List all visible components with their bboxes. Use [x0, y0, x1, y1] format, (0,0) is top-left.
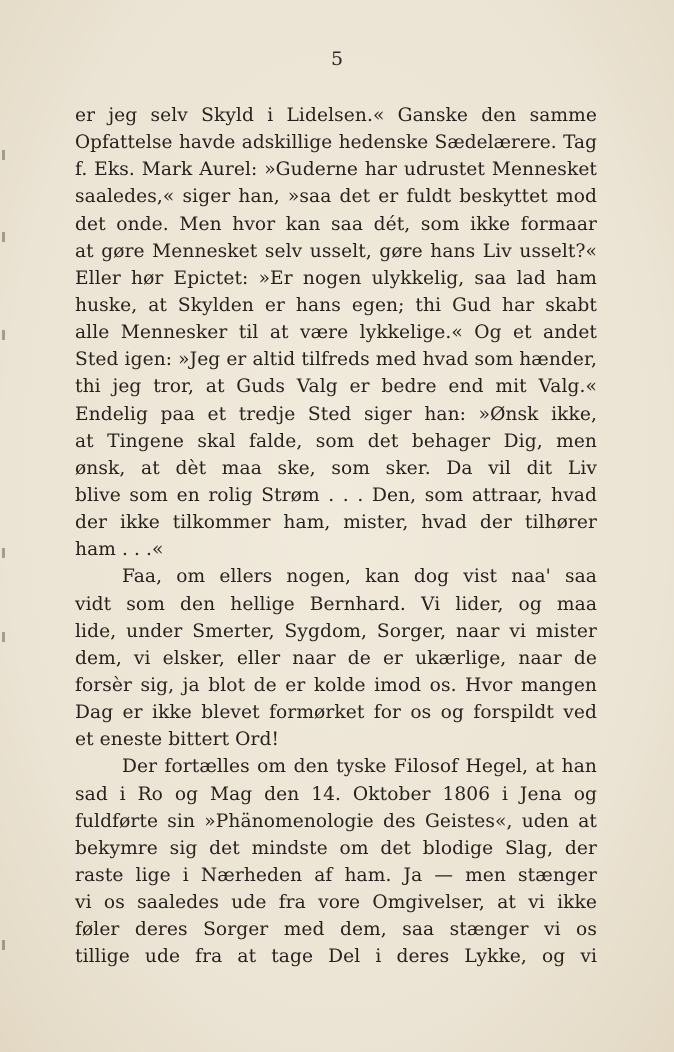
text-line: blive som en rolig Strøm . . . Den, som attraar, hvad: [75, 484, 597, 506]
text-line: det onde. Men hvor kan saa dét, som ikke formaar: [75, 213, 597, 235]
margin-mark: [2, 548, 5, 558]
text-line: tillige ude fra at tage Del i deres Lykke, og vi: [75, 946, 597, 968]
text-line: at Tingene skal falde, som det behager Dig, men: [75, 430, 597, 452]
margin-mark: [2, 150, 5, 160]
text-line: lide, under Smerter, Sygdom, Sorger, naar vi mister: [75, 620, 597, 642]
page-number: 5: [330, 48, 344, 70]
text-line: bekymre sig det mindste om det blodige Slag, der: [75, 837, 597, 859]
text-line: Sted igen: »Jeg er altid tilfreds med hvad som hænder,: [75, 349, 597, 371]
text-line: ønsk, at dèt maa ske, som sker. Da vil dit Liv: [75, 457, 597, 479]
text-line: Opfattelse havde adskillige hedenske Sædelærere. Tag: [75, 132, 597, 154]
margin-mark: [2, 232, 5, 242]
text-line: at gøre Mennesket selv usselt, gøre hans Liv usselt?«: [75, 240, 597, 262]
text-line: fuldførte sin »Phänomenologie des Geistes«, uden at: [75, 810, 597, 832]
margin-mark: [2, 330, 5, 340]
text-line: saaledes,« siger han, »saa det er fuldt beskyttet mod: [75, 186, 597, 208]
text-line: Endelig paa et tredje Sted siger han: »Ønsk ikke,: [75, 403, 597, 425]
text-line: Eller hør Epictet: »Er nogen ulykkelig, saa lad ham: [75, 267, 597, 289]
text-line: vi os saaledes ude fra vore Omgivelser, at vi ikke: [75, 892, 597, 914]
text-line: et eneste bittert Ord!: [75, 729, 280, 751]
text-line: thi jeg tror, at Guds Valg er bedre end mit Valg.«: [75, 376, 597, 398]
text-line: der ikke tilkommer ham, mister, hvad der tilhører: [75, 512, 597, 534]
margin-mark: [2, 632, 5, 642]
text-line: huske, at Skylden er hans egen; thi Gud har skabt: [75, 294, 597, 316]
text-line: alle Mennesker til at være lykkelige.« Og et andet: [75, 322, 597, 344]
body-text: [75, 102, 597, 971]
text-line: er jeg selv Skyld i Lidelsen.« Ganske den samme: [75, 105, 597, 126]
text-line: føler deres Sorger med dem, saa stænger vi os: [75, 919, 597, 941]
margin-mark: [2, 940, 5, 950]
text-line: ham . . .«: [75, 539, 164, 561]
text-line: forsèr sig, ja blot de er kolde imod os. Hvor mangen: [75, 674, 597, 696]
text-line: Faa, om ellers nogen, kan dog vist naa' saa: [122, 566, 597, 588]
text-line: raste lige i Nærheden af ham. Ja — men stænger: [75, 864, 597, 886]
text-line: f. Eks. Mark Aurel: »Guderne har udrustet Mennesket: [75, 159, 597, 181]
text-line: dem, vi elsker, eller naar de er ukærlige, naar de: [75, 647, 597, 669]
text-line: Dag er ikke blevet formørket for os og forspildt ved: [75, 702, 597, 724]
text-line: vidt som den hellige Bernhard. Vi lider, og maa: [75, 593, 597, 615]
text-line: Der fortælles om den tyske Filosof Hegel, at han: [122, 756, 597, 778]
text-line: sad i Ro og Mag den 14. Oktober 1806 i Jena og: [75, 783, 597, 805]
